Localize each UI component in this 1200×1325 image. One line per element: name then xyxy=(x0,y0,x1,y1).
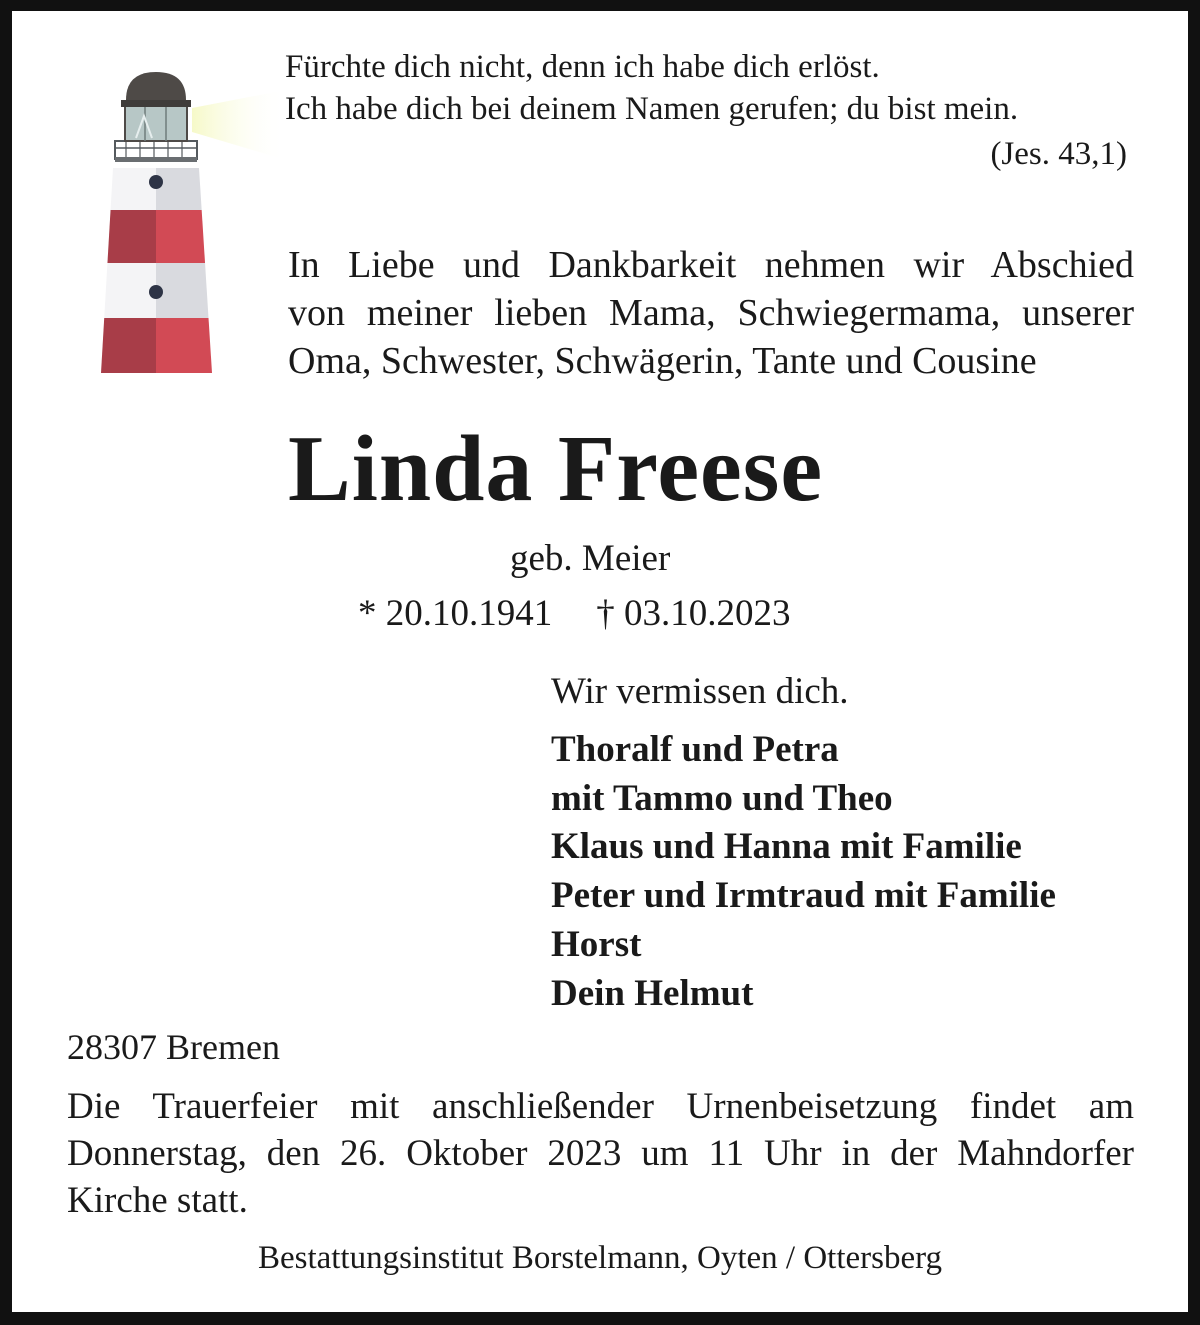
verse-line: Ich habe dich bei deinem Namen gerufen; du bist mein. xyxy=(285,91,1019,127)
maiden-name: geb. Meier xyxy=(510,538,671,579)
mourner-name: Peter und Irmtraud mit Familie xyxy=(551,875,1056,917)
lamp-glass xyxy=(125,106,187,141)
location: 28307 Bremen xyxy=(67,1027,280,1067)
lighthouse-window xyxy=(149,175,163,189)
death-date: † 03.10.2023 xyxy=(596,593,791,634)
verse-line: Fürchte dich nicht, denn ich habe dich erlöst. xyxy=(285,49,880,85)
life-dates xyxy=(358,592,791,636)
mourner-name: mit Tammo und Theo xyxy=(551,777,893,819)
undertaker: Bestattungsinstitut Borstelmann, Oyten / Ottersberg xyxy=(257,1240,943,1276)
mourner-name: Thoralf und Petra xyxy=(551,729,839,770)
birth-date: * 20.10.1941 xyxy=(358,593,553,634)
farewell-line: Oma, Schwester, Schwägerin, Tante und Cousine xyxy=(288,340,1037,382)
mourners-intro: Wir vermissen dich. xyxy=(551,671,849,712)
deceased-name: Linda Freese xyxy=(288,417,824,521)
lighthouse-roof xyxy=(126,72,186,100)
mourner-name: Dein Helmut xyxy=(551,972,754,1014)
lighthouse-icon xyxy=(96,68,286,378)
mourner-name: Horst xyxy=(551,923,642,965)
farewell-line: von meiner lieben Mama, Schwiegermama, unserer xyxy=(288,292,1134,334)
bible-verse xyxy=(285,46,1018,130)
service-line: Die Trauerfeier mit anschließender Urnenbeisetzung findet am xyxy=(67,1086,1134,1127)
service-line: Kirche statt. xyxy=(67,1180,248,1221)
farewell-text xyxy=(288,241,1134,385)
mourners-list xyxy=(551,726,1056,1018)
mourner-name: Klaus und Hanna mit Familie xyxy=(551,826,1022,868)
service-line: Donnerstag, den 26. Oktober 2023 um 11 Uhr in der Mahndorfer xyxy=(67,1133,1134,1174)
farewell-line: In Liebe und Dankbarkeit nehmen wir Abschied xyxy=(288,244,1134,286)
light-beam xyxy=(192,90,286,160)
service-details xyxy=(67,1083,1134,1224)
lighthouse-window xyxy=(149,285,163,299)
verse-reference: (Jes. 43,1) xyxy=(990,136,1127,172)
